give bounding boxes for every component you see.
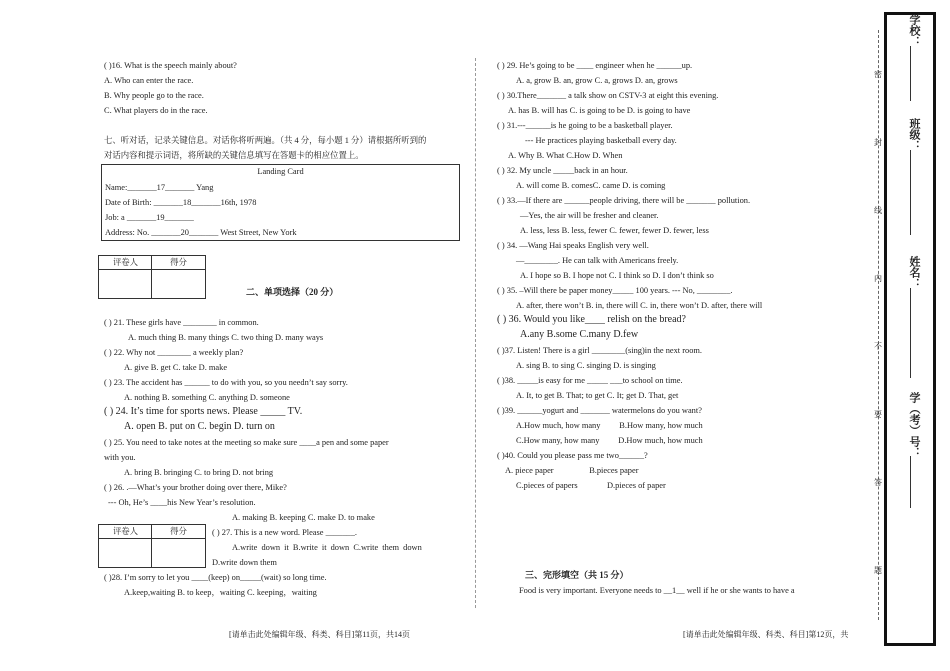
q25-continuation: with you. (104, 453, 136, 462)
q25-stem: ( ) 25. You need to take notes at the meeting so make sure ____a pen and some paper (104, 438, 389, 447)
q21-options: A. much thing B. many things C. two thing D. many ways (128, 333, 324, 342)
q34-options: A. I hope so B. I hope not C. I think so D. I don’t think so (520, 271, 714, 280)
q28-stem: ( )28. I’m sorry to let you ____(keep) on_____(wait) so long time. (104, 573, 327, 582)
q38-options: A. It, to get B. That; to get C. It; get D. That, get (516, 391, 679, 400)
q26-continuation: --- Oh, He’s ____his New Year’s resolution. (108, 498, 256, 507)
q30-stem: ( ) 30.There_______ a talk show on CSTV-3 at eight this evening. (497, 91, 719, 100)
q33-continuation: —Yes, the air will be fresher and cleaner. (520, 211, 659, 220)
q23-stem: ( ) 23. The accident has ______ to do with you, so you needn’t say sorry. (104, 378, 348, 387)
q37-stem: ( )37. Listen! There is a girl ________(sing)in the next room. (497, 346, 702, 355)
q30-options: A. has B. will has C. is going to be D. is going to have (508, 106, 691, 115)
section3-first-line: Food is very important. Everyone needs to __1__ well if he or she wants to have a (519, 586, 795, 595)
q24-stem: ( ) 24. It’s time for sports news. Please _____ TV. (104, 406, 303, 417)
right-page-footer: [请单击此处编辑年级、科类、科目]第12页，共 (683, 630, 849, 639)
q21-stem: ( ) 21. These girls have ________ in common. (104, 318, 259, 327)
school-field[interactable] (910, 46, 911, 101)
grader-box-1 (98, 255, 206, 299)
q39-stem: ( )39. ______yogurt and _______ watermelons do you want? (497, 406, 702, 415)
q34-continuation: —________. He can talk with Americans freely. (516, 256, 679, 265)
grader-reviewer-label: 评卷人 (112, 527, 139, 536)
grader-reviewer-label: 评卷人 (112, 258, 139, 267)
q16-option-a: A. Who can enter the race. (104, 76, 194, 85)
q27-stem: ( ) 27. This is a new word. Please _______. (212, 528, 357, 537)
grader-box-2 (98, 524, 206, 568)
q29-options: A. a, grow B. an, grow C. a, grows D. an, grows (516, 76, 678, 85)
student-id-field[interactable] (910, 456, 911, 508)
seal-mark: 密 (874, 70, 882, 79)
school-label: 学校： (908, 14, 920, 47)
name-label: 姓名： (908, 256, 920, 289)
q40-options: A. piece paper B.pieces paper (505, 466, 639, 475)
landing-card-name: Name:_______17_______ Yang (105, 183, 214, 192)
q32-stem: ( ) 32. My uncle _____back in an hour. (497, 166, 628, 175)
q33-stem: ( ) 33.—If there are ______people driving, there will be _______ pollution. (497, 196, 751, 205)
q22-options: A. give B. get C. take D. make (124, 363, 228, 372)
q26-options: A. making B. keeping C. make D. to make (232, 513, 375, 522)
q28-options: A.keep,waiting B. to keep，waiting C. keeping，waiting (124, 588, 317, 597)
q36-stem: ( ) 36. Would you like____ relish on the bread? (497, 314, 686, 325)
left-page-footer: [请单击此处编辑年级、科类、科目]第11页，共14页 (229, 630, 411, 639)
seal-mark: 题 (874, 566, 882, 575)
q34-stem: ( ) 34. —Wang Hai speaks English very well. (497, 241, 649, 250)
q39-options-2: C.How many, how many D.How much, how much (516, 436, 703, 445)
landing-card-job: Job: a _______19_______ (105, 213, 194, 222)
q25-options: A. bring B. bringing C. to bring D. not bring (124, 468, 274, 477)
q39-options: A.How much, how many B.How many, how much (516, 421, 703, 430)
landing-card-birth: Date of Birth: _______18_______16th, 1978 (105, 198, 257, 207)
class-label: 班级： (908, 118, 920, 151)
q36-options: A.any B.some C.many D.few (520, 329, 639, 340)
q33-options: A. less, less B. less, fewer C. fewer, fewer D. fewer, less (520, 226, 709, 235)
seal-mark: 封 (874, 138, 882, 147)
seal-mark: 不 (874, 342, 882, 351)
student-id-label: 学（考）号： (908, 392, 920, 458)
q38-stem: ( )38. _____is easy for me _____ ___to school on time. (497, 376, 683, 385)
seal-mark: 内 (874, 274, 882, 283)
section7-instruction-1: 七、听对话，记录关键信息。对话你将听两遍。（共 4 分，每小题 1 分）请根据所听到的 (104, 136, 427, 145)
q31-stem: ( ) 31.---______is he going to be a basketball player. (497, 121, 673, 130)
column-divider (475, 58, 476, 608)
q31-options: A. Why B. What C.How D. When (508, 151, 623, 160)
q40-options-2: C.pieces of papers D.pieces of paper (516, 481, 666, 490)
name-field[interactable] (910, 288, 911, 378)
q16-option-c: C. What players do in the race. (104, 106, 208, 115)
q24-options: A. open B. put on C. begin D. turn on (124, 421, 275, 432)
class-field[interactable] (910, 150, 911, 235)
q35-options: A. after, there won’t B. in, there will C. in, there won’t D. after, there will (516, 301, 763, 310)
q32-options: A. will come B. comesC. came D. is coming (516, 181, 666, 190)
q22-stem: ( ) 22. Why not ________ a weekly plan? (104, 348, 244, 357)
landing-card-title: Landing Card (257, 167, 304, 176)
q40-stem: ( )40. Could you please pass me two______? (497, 451, 648, 460)
section3-title: 三、完形填空（共 15 分） (525, 570, 629, 580)
landing-card (101, 164, 460, 241)
q26-stem: ( ) 26. .—What’s your brother doing over there, Mike? (104, 483, 287, 492)
grader-score-label: 得分 (170, 258, 187, 267)
seal-mark: 答 (874, 478, 882, 487)
grader-score-label: 得分 (170, 527, 187, 536)
q27-options: A.write down it B.write it down C.write them down (232, 543, 422, 552)
q35-stem: ( ) 35. –Will there be paper money_____ 100 years. --- No, ________. (497, 286, 733, 295)
q16-option-b: B. Why people go to the race. (104, 91, 204, 100)
seal-mark: 线 (874, 206, 882, 215)
landing-card-address: Address: No. _______20_______ West Street, New York (105, 228, 297, 237)
q37-options: A. sing B. to sing C. singing D. is singing (516, 361, 656, 370)
q29-stem: ( ) 29. He’s going to be ____ engineer when he ______up. (497, 61, 693, 70)
seal-mark: 要 (874, 410, 882, 419)
q16-stem: ( )16. What is the speech mainly about? (104, 61, 237, 70)
q23-options: A. nothing B. something C. anything D. someone (124, 393, 290, 402)
q27-options-2: D.write down them (212, 558, 277, 567)
seal-line (878, 30, 879, 620)
q31-continuation: --- He practices playing basketball every day. (525, 136, 677, 145)
section2-title: 二、单项选择（20 分） (246, 287, 339, 297)
section7-instruction-2: 对话内容和提示词语，将所缺的关键信息填写在答题卡的相应位置上。 (104, 151, 364, 160)
